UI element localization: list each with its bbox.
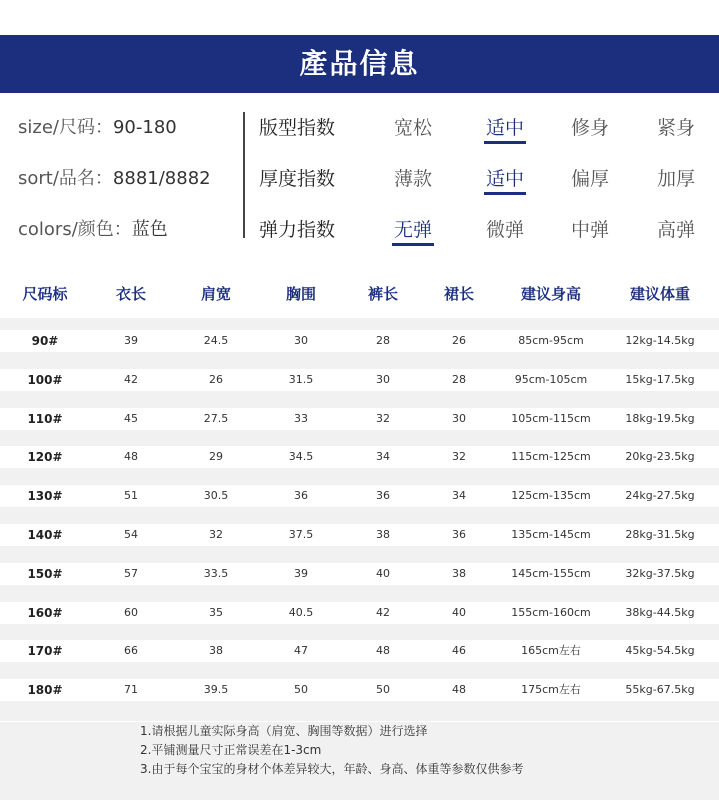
selected-underline	[484, 192, 526, 195]
selected-underline	[392, 243, 434, 246]
table-cell: 32	[452, 450, 466, 464]
table-cell: 39.5	[203, 683, 229, 697]
table-cell: 95cm-105cm	[514, 372, 588, 386]
index-label: 厚度指数	[259, 168, 336, 190]
table-cell: 18kg-19.5kg	[625, 411, 695, 425]
table-row	[0, 524, 719, 546]
table-cell: 36	[294, 489, 308, 503]
index-option: 高弹	[656, 219, 695, 241]
table-cell: 15kg-17.5kg	[625, 372, 695, 386]
column-header: 建议身高	[520, 285, 581, 303]
table-row	[0, 369, 719, 391]
table-cell: 37.5	[288, 528, 314, 541]
table-cell: 50	[294, 683, 308, 697]
column-header: 衣长	[115, 285, 146, 303]
size-label-cell: 120#	[27, 450, 63, 465]
index-row	[0, 113, 719, 143]
info-size-key: size/尺码：	[18, 117, 113, 138]
info-colors-key: colors/颜色：	[18, 219, 132, 240]
table-cell: 40	[376, 566, 390, 580]
table-cell: 24kg-27.5kg	[625, 489, 695, 503]
table-cell: 145cm-155cm	[511, 566, 591, 580]
note-3: 3.由于每个宝宝的身材个体差异较大，年龄、身高、体重等参数仅供参考	[140, 762, 524, 776]
selected-underline	[484, 141, 526, 144]
index-option: 修身	[570, 117, 609, 139]
table-cell: 33	[294, 411, 308, 425]
column-header: 肩宽	[200, 285, 231, 303]
table-cell: 135cm-145cm	[511, 528, 591, 541]
column-header: 裙长	[443, 285, 474, 303]
table-cell: 33.5	[203, 566, 229, 580]
index-option: 加厚	[656, 168, 695, 190]
index-label: 弹力指数	[259, 219, 336, 241]
table-cell: 28	[452, 372, 466, 386]
index-option-selected: 适中	[485, 117, 524, 139]
table-cell: 28	[376, 334, 390, 347]
size-label-cell: 130#	[27, 489, 63, 504]
table-cell: 38	[376, 528, 390, 541]
size-label-cell: 160#	[27, 605, 63, 620]
table-cell: 42	[124, 372, 138, 386]
table-cell: 31.5	[288, 372, 314, 386]
notes-section	[0, 722, 719, 800]
table-row	[0, 563, 719, 585]
table-row	[0, 640, 719, 662]
table-cell: 54	[124, 528, 138, 541]
table-cell: 32	[209, 528, 223, 541]
table-cell: 27.5	[203, 411, 229, 425]
table-cell: 34	[376, 450, 390, 464]
info-sort-key: sort/品名：	[18, 168, 113, 189]
table-cell: 46	[452, 644, 466, 658]
table-cell: 28kg-31.5kg	[625, 528, 695, 541]
table-header	[0, 271, 719, 318]
size-label-cell: 150#	[27, 566, 63, 581]
info-size-value: 90-180	[112, 117, 177, 138]
table-cell: 32	[376, 411, 390, 425]
table-cell: 47	[294, 644, 308, 658]
table-cell: 66	[124, 644, 138, 658]
table-cell: 165cm左右	[521, 644, 581, 658]
note-2: 2.平铺测量尺寸正常误差在1-3cm	[140, 743, 322, 757]
size-table	[0, 271, 719, 721]
index-option: 宽松	[393, 117, 432, 139]
table-row	[0, 446, 719, 468]
table-cell: 12kg-14.5kg	[625, 334, 695, 347]
table-row	[0, 330, 719, 352]
table-cell: 30.5	[203, 489, 229, 503]
table-row	[0, 679, 719, 701]
size-label-cell: 180#	[27, 683, 63, 698]
table-cell: 34.5	[288, 450, 314, 464]
table-row	[0, 485, 719, 507]
table-cell: 105cm-115cm	[511, 411, 591, 425]
table-cell: 26	[452, 334, 466, 347]
index-option: 偏厚	[570, 168, 609, 190]
index-option: 微弹	[485, 219, 524, 241]
table-cell: 55kg-67.5kg	[625, 683, 695, 697]
table-cell: 57	[124, 566, 138, 580]
table-cell: 39	[124, 334, 138, 347]
table-cell: 38	[452, 566, 466, 580]
table-cell: 48	[376, 644, 390, 658]
table-cell: 42	[376, 605, 390, 619]
table-cell: 45kg-54.5kg	[625, 644, 695, 658]
column-header: 尺码标	[22, 285, 68, 303]
table-cell: 50	[376, 683, 390, 697]
index-row	[0, 164, 719, 194]
table-cell: 45	[124, 411, 138, 425]
index-label: 版型指数	[259, 117, 336, 139]
table-cell: 40.5	[288, 605, 314, 619]
column-header: 胸围	[285, 285, 316, 303]
table-cell: 26	[209, 372, 223, 386]
table-cell: 20kg-23.5kg	[625, 450, 695, 464]
index-option: 薄款	[393, 168, 432, 190]
note-1: 1.请根据儿童实际身高（肩宽、胸围等数据）进行选择	[140, 724, 428, 738]
table-cell: 125cm-135cm	[511, 489, 591, 503]
table-cell: 48	[124, 450, 138, 464]
size-label-cell: 100#	[27, 372, 63, 387]
table-cell: 115cm-125cm	[511, 450, 591, 464]
table-cell: 35	[209, 605, 223, 619]
table-cell: 29	[209, 450, 223, 464]
size-label-cell: 140#	[27, 528, 63, 542]
index-option: 紧身	[656, 117, 695, 139]
table-cell: 30	[452, 411, 466, 425]
column-header: 建议体重	[629, 285, 690, 303]
table-row	[0, 602, 719, 624]
table-cell: 36	[452, 528, 466, 541]
index-option-selected: 无弹	[393, 219, 432, 241]
table-cell: 85cm-95cm	[518, 334, 584, 347]
page-title: 產品信息	[299, 47, 420, 80]
table-cell: 71	[124, 683, 138, 697]
table-cell: 48	[452, 683, 466, 697]
column-header: 裤长	[367, 285, 398, 303]
table-cell: 24.5	[203, 334, 229, 347]
table-cell: 155cm-160cm	[511, 605, 591, 619]
table-row	[0, 408, 719, 430]
info-sort-value: 8881/8882	[112, 168, 211, 189]
index-option-selected: 适中	[485, 168, 524, 190]
size-label-cell: 170#	[27, 644, 63, 659]
table-cell: 40	[452, 605, 466, 619]
table-cell: 30	[376, 372, 390, 386]
table-cell: 175cm左右	[521, 683, 581, 697]
size-label-cell: 90#	[31, 334, 59, 348]
table-cell: 38	[209, 644, 223, 658]
table-cell: 34	[452, 489, 466, 503]
index-option: 中弹	[570, 219, 609, 241]
index-row	[0, 215, 719, 245]
table-cell: 32kg-37.5kg	[625, 566, 695, 580]
table-cell: 36	[376, 489, 390, 503]
table-cell: 60	[124, 605, 138, 619]
table-cell: 30	[294, 334, 308, 347]
info-colors-value: 蓝色	[131, 219, 168, 240]
table-cell: 38kg-44.5kg	[625, 605, 695, 619]
table-cell: 51	[124, 489, 138, 503]
table-cell: 39	[294, 566, 308, 580]
size-label-cell: 110#	[27, 411, 63, 426]
